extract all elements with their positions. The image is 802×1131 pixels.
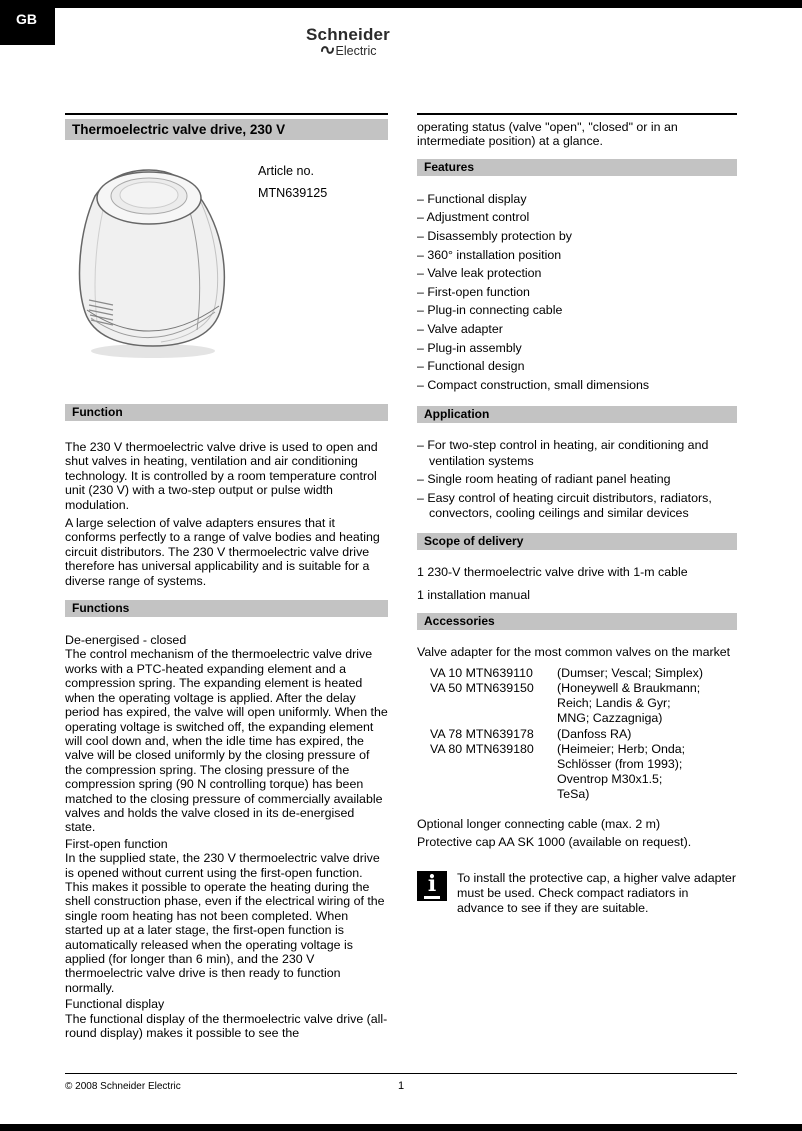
list-item (430, 742, 737, 803)
adapter-detail: (Heimeier; Herb; Onda; (557, 741, 686, 756)
adapter-code: VA 50 MTN639150 (430, 680, 534, 695)
adapter-detail: Reich; Landis & Gyr; (557, 696, 671, 711)
protective-cap-text: Protective cap AA SK 1000 (available on request). (417, 835, 692, 850)
page-title: Thermoelectric valve drive, 230 V (65, 119, 388, 140)
section-header-features: Features (417, 159, 737, 176)
list-item: – Adjustment control (417, 210, 530, 225)
subheading-functional-display: Functional display (65, 997, 165, 1012)
list-item: – Compact construction, small dimensions (417, 377, 650, 392)
article-label: Article no. (258, 164, 314, 178)
section-header-scope: Scope of delivery (417, 533, 737, 550)
column-rule (417, 113, 737, 115)
list-item (430, 666, 737, 681)
scope-list (417, 565, 737, 603)
section-header-functions: Functions (65, 600, 388, 617)
footer-rule (65, 1073, 737, 1074)
adapter-code: VA 80 MTN639180 (430, 741, 534, 756)
adapter-detail: Oventrop M30x1.5; (557, 772, 663, 787)
brand-mark-icon (320, 43, 335, 59)
accessories-intro: Valve adapter for the most common valves on the market (417, 645, 731, 660)
section-header-accessories: Accessories (417, 613, 737, 630)
column-rule (65, 113, 388, 115)
features-list (417, 190, 737, 395)
list-item (430, 681, 737, 727)
list-item: 1 230-V thermoelectric valve drive with 1-m cable (417, 565, 688, 580)
list-item: – Functional design (417, 359, 525, 374)
product-block (65, 154, 388, 372)
list-item: 1 installation manual (417, 588, 530, 603)
info-note-text: To install the protective cap, a higher valve adapter must be used. Check compact radiators in advance to see if they are suitable. (457, 871, 736, 916)
valve-adapter-list (430, 666, 737, 803)
function-paragraph-2: A large selection of valve adapters ensures that it conforms perfectly to a range of valve bodies and heating circuit distributors. The 230 V thermoelectric valve drive therefore has universal applicability and is suitable for a diverse range of systems. (65, 516, 380, 588)
function-paragraph-1: The 230 V thermoelectric valve drive is used to open and shut valves in heating, ventilation and air conditioning technology. It is controlled by a room temperature control unit (230 V) with a two-step output or pulse width modulation. (65, 440, 378, 512)
bottom-black-bar (0, 1124, 802, 1131)
subheading-de-energised: De-energised - closed (65, 633, 187, 648)
list-item: – Valve leak protection (417, 266, 542, 281)
brand-subname: Electric (335, 43, 377, 58)
top-black-bar (0, 0, 802, 8)
list-item: – Plug-in connecting cable (417, 303, 563, 318)
adapter-code: VA 10 MTN639110 (430, 665, 533, 680)
right-column (417, 113, 737, 916)
list-item: – For two-step control in heating, air conditioning and ventilation systems (417, 438, 709, 468)
list-item: – Valve adapter (417, 321, 503, 336)
article-number: MTN639125 (258, 186, 328, 200)
adapter-detail: MNG; Cazzagniga) (557, 711, 663, 726)
adapter-detail: (Dumser; Vescal; Simplex) (557, 665, 703, 680)
intro-continuation: operating status (valve "open", "closed" or in an intermediate position) at a glance. (417, 120, 678, 149)
section-header-application: Application (417, 406, 737, 423)
first-open-paragraph: In the supplied state, the 230 V thermoelectric valve drive is opened without current using the first-open function. This makes it possible to operate the heating during the shell construction phase, even if the electrical wiring of the single room heating has not been completed. When started up at a later stage, the first-open function is automatically released when the operating voltage is applied (for longer than 6 min), and the 230 V thermoelectric valve drive is then ready to function normally. (65, 851, 385, 995)
info-note (417, 871, 737, 916)
left-column (65, 113, 388, 1040)
list-item: – Disassembly protection by (417, 229, 572, 243)
list-item (430, 727, 737, 742)
subheading-first-open: First-open function (65, 836, 168, 851)
section-header-function: Function (65, 404, 388, 421)
list-item: – Plug-in assembly (417, 340, 522, 355)
adapter-detail: Schlösser (from 1993); (557, 757, 683, 771)
article-info (258, 160, 327, 372)
de-energised-paragraph: The control mechanism of the thermoelectric valve drive works with a PTC-heated expanding element and a compression spring. The expanding element is heated when the operating voltage is applied. After the delay period has expired, the valve will open uniformly. When the operating voltage is switched off, the expanding element will cool down and, when the idle time has expired, the valve will be closed uniformly by the closing pressure of the compression spring. The closing pressure of the compression spring (90 N controlling torque) has been matched to the closing pressure of commercially available valves and holds the valve closed in its de-energised state. (65, 647, 388, 835)
adapter-detail: (Honeywell & Braukmann; (557, 680, 701, 695)
page-number: 1 (397, 1080, 405, 1092)
product-image (65, 154, 240, 372)
optional-cable-text: Optional longer connecting cable (max. 2 m) (417, 816, 661, 831)
list-item: – First-open function (417, 284, 530, 299)
language-tag: GB (0, 0, 55, 45)
list-item: – Single room heating of radiant panel heating (417, 472, 671, 487)
schneider-electric-logo (288, 26, 408, 59)
copyright-text: © 2008 Schneider Electric (65, 1081, 181, 1092)
adapter-code: VA 78 MTN639178 (430, 726, 534, 741)
functional-display-paragraph: The functional display of the thermoelectric valve drive (all-round display) makes it possible to see the (65, 1011, 388, 1041)
adapter-detail: (Danfoss RA) (557, 726, 632, 741)
list-item: – 360° installation position (417, 247, 562, 262)
adapter-detail: TeSa) (557, 787, 590, 802)
list-item: – Functional display (417, 191, 527, 206)
brand-name: Schneider (306, 25, 390, 44)
application-list (417, 438, 737, 521)
list-item: – Easy control of heating circuit distributors, radiators, convectors, cooling ceilings and similar devices (417, 490, 712, 520)
info-icon: i (417, 871, 447, 901)
